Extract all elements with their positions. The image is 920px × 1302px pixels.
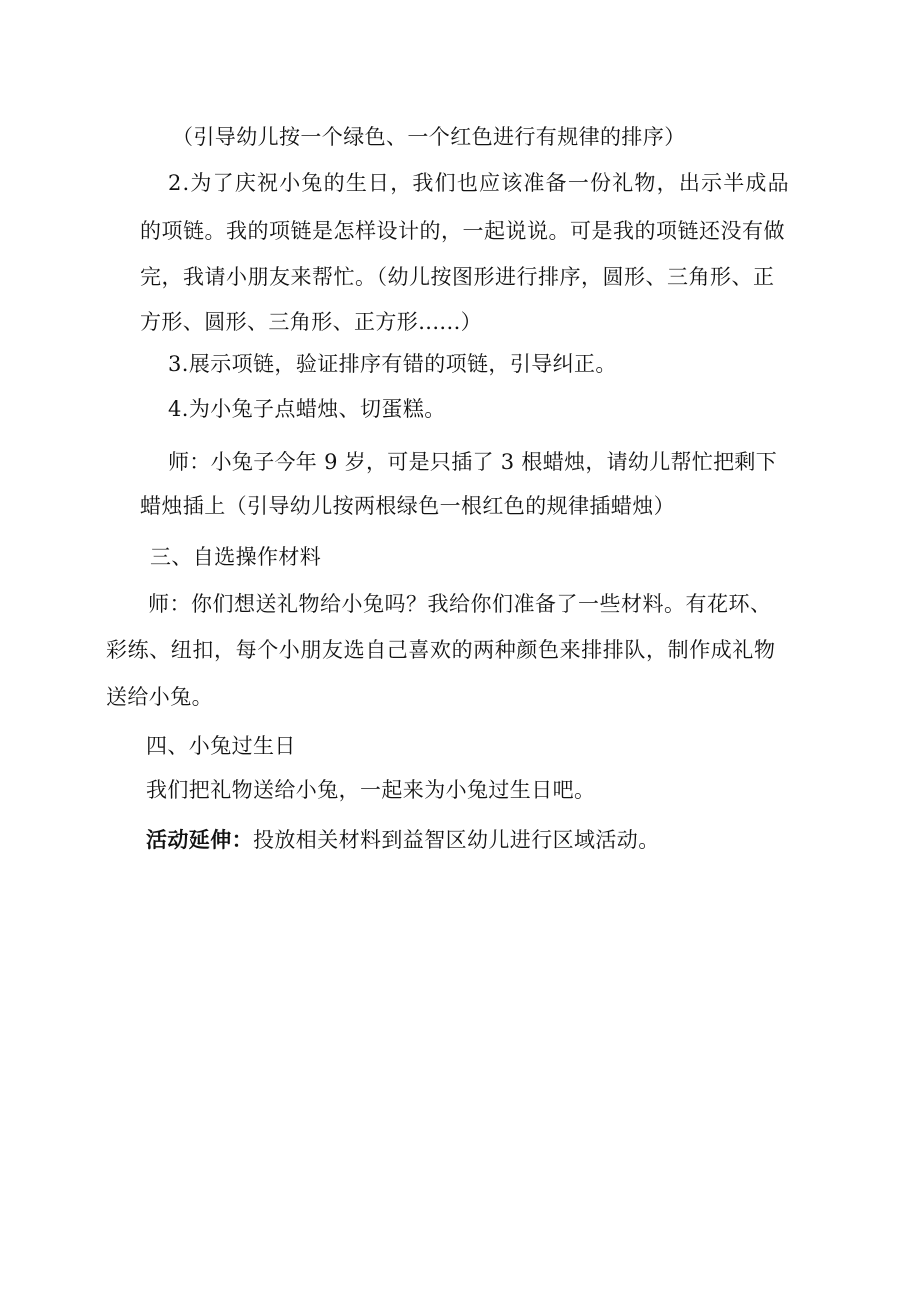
extension-text: 投放相关材料到益智区幼儿进行区域活动。	[253, 828, 660, 852]
section-heading-3: 三、自选操作材料	[150, 545, 322, 569]
paragraph-step-2-line: 的项链。我的项链是怎样设计的，一起说说。可是我的项链还没有做	[140, 219, 785, 243]
paragraph-materials-line: 彩练、纽扣，每个小朋友选自己喜欢的两种颜色来排排队，制作成礼物	[106, 638, 776, 662]
paragraph-extension	[146, 828, 660, 852]
paragraph-materials-line: 师：你们想送礼物给小兔吗？我给你们准备了一些材料。有花环、	[148, 592, 772, 616]
paragraph-step-4: 4.为小兔子点蜡烛、切蛋糕。	[168, 397, 446, 421]
paragraph-teacher-line: 师：小兔子今年 9 岁，可是只插了 3 根蜡烛，请幼儿帮忙把剩下	[168, 450, 778, 474]
paragraph-materials-line: 送给小兔。	[106, 685, 213, 709]
paragraph-step-2-line: 2.为了庆祝小兔的生日，我们也应该准备一份礼物，出示半成品	[168, 171, 790, 195]
paragraph-step-3: 3.展示项链，验证排序有错的项链，引导纠正。	[168, 352, 617, 376]
paragraph-note: （引导幼儿按一个绿色、一个红色进行有规律的排序）	[172, 125, 686, 149]
paragraph-step-2-line: 完，我请小朋友来帮忙。（幼儿按图形进行排序，圆形、三角形、正	[140, 265, 775, 289]
paragraph-teacher-line: 蜡烛插上（引导幼儿按两根绿色一根红色的规律插蜡烛）	[140, 494, 675, 518]
section-heading-4: 四、小兔过生日	[146, 734, 296, 758]
paragraph-birthday: 我们把礼物送给小兔，一起来为小兔过生日吧。	[146, 778, 596, 802]
extension-label: 活动延伸：	[146, 827, 253, 852]
paragraph-step-2-line: 方形、圆形、三角形、正方形......）	[140, 310, 483, 334]
